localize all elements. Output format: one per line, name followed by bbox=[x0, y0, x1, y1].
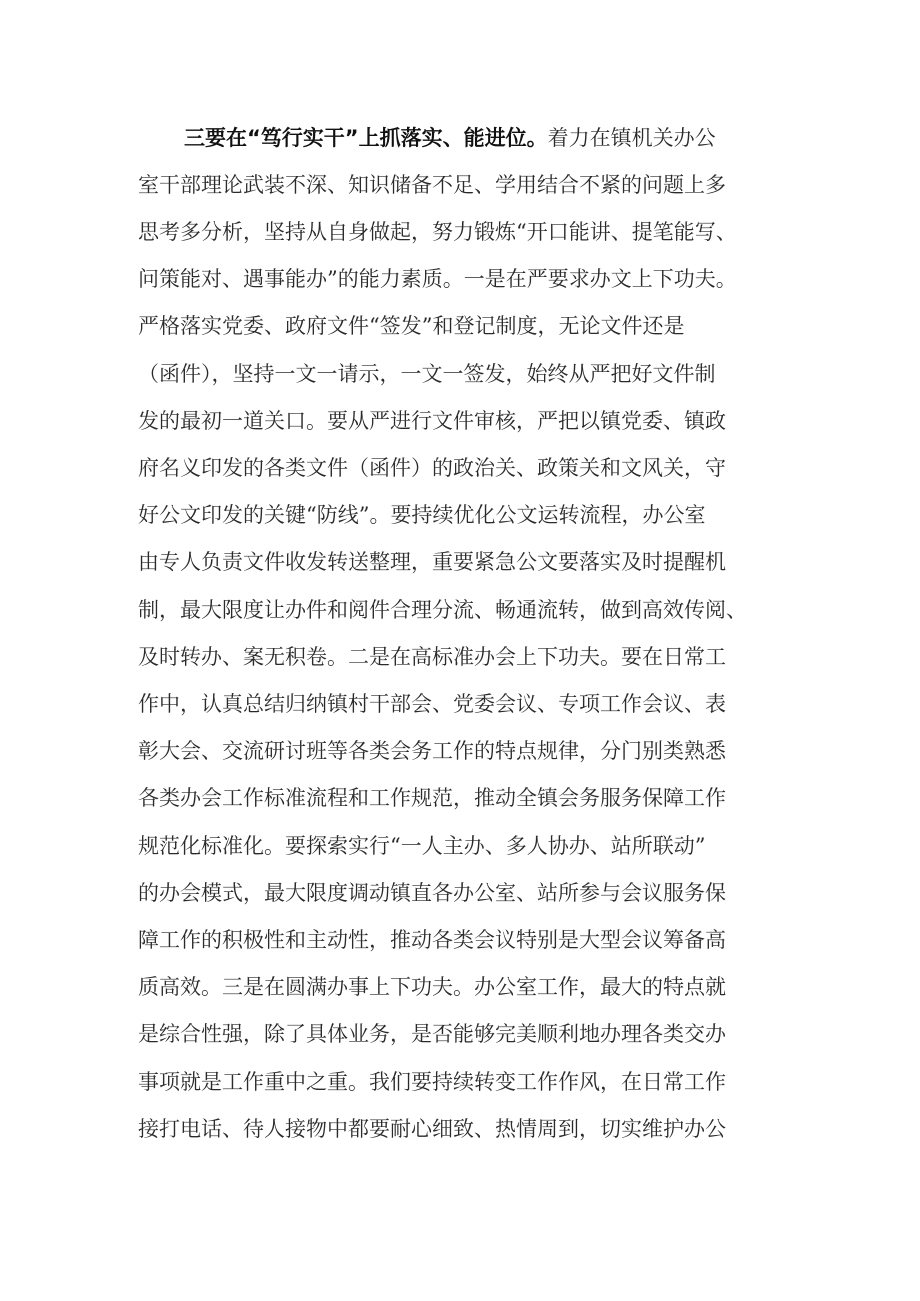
paragraph-line: （函件），坚持一文一请示，一文一签发，始终从严把好文件制 bbox=[138, 362, 716, 386]
paragraph-line: 发的最初一道关口。要从严进行文件审核，严把以镇党委、镇政 bbox=[138, 409, 726, 433]
paragraph-line: 思考多分析，坚持从自身做起，努力锻炼“开口能讲、提笔能写、 bbox=[138, 220, 737, 244]
paragraph-line: 彰大会、交流研讨班等各类会务工作的特点规律，分门别类熟悉 bbox=[138, 739, 726, 763]
paragraph-line: 及时转办、案无积卷。二是在高标准办会上下功夫。要在日常工 bbox=[138, 645, 726, 669]
paragraph-line: 规范化标准化。要探索实行“一人主办、多人协办、站所联动” bbox=[138, 834, 706, 858]
paragraph-line-1 bbox=[184, 116, 716, 160]
paragraph-line: 障工作的积极性和主动性，推动各类会议特别是大型会议筹备高 bbox=[138, 928, 726, 952]
paragraph-line: 作中，认真总结归纳镇村干部会、党委会议、专项工作会议、表 bbox=[138, 692, 726, 716]
paragraph-line: 室干部理论武装不深、知识储备不足、学用结合不紧的问题上多 bbox=[138, 173, 726, 197]
paragraph-line: 严格落实党委、政府文件“签发”和登记制度，无论文件还是 bbox=[138, 314, 685, 338]
paragraph-line: 府名义印发的各类文件（函件）的政治关、政策关和文风关，守 bbox=[138, 456, 726, 480]
section-heading: 三要在“笃行实干”上抓落实、能进位。 bbox=[184, 126, 548, 150]
paragraph-line: 的办会模式，最大限度调动镇直各办公室、站所参与会议服务保 bbox=[138, 881, 726, 905]
paragraph-line: 是综合性强，除了具体业务，是否能够完美顺利地办理各类交办 bbox=[138, 1022, 726, 1046]
paragraph-line: 质高效。三是在圆满办事上下功夫。办公室工作，最大的特点就 bbox=[138, 975, 726, 999]
paragraph-line: 事项就是工作重中之重。我们要持续转变工作作风，在日常工作 bbox=[138, 1070, 726, 1094]
line-text: 着力在镇机关办公 bbox=[547, 126, 716, 150]
paragraph-line: 好公文印发的关键“防线”。要持续优化公文运转流程，办公室 bbox=[138, 503, 706, 527]
paragraph-line: 制，最大限度让办件和阅件合理分流、畅通流转，做到高效传阅、 bbox=[138, 598, 747, 622]
paragraph-line: 问策能对、遇事能办”的能力素质。一是在严要求办文上下功夫。 bbox=[138, 267, 737, 291]
paragraph-line: 由专人负责文件收发转送整理，重要紧急公文要落实及时提醒机 bbox=[138, 550, 726, 574]
paragraph-line: 接打电话、待人接物中都要耐心细致、热情周到，切实维护办公 bbox=[138, 1117, 726, 1141]
paragraph-line: 各类办会工作标准流程和工作规范，推动全镇会务服务保障工作 bbox=[138, 786, 726, 810]
